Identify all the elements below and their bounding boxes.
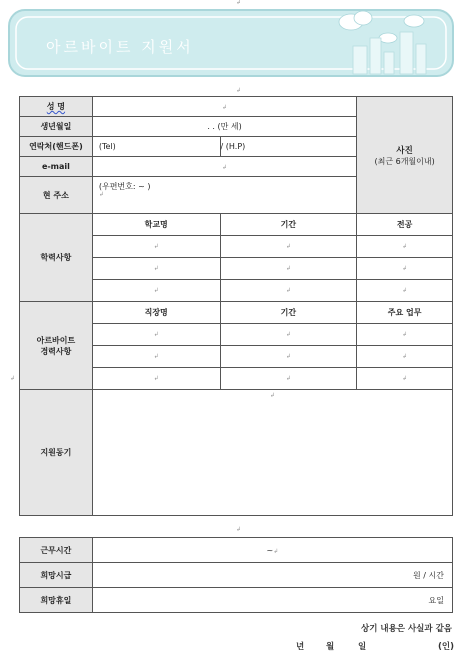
- education-major-cell[interactable]: ↲: [357, 258, 453, 280]
- job-company-cell[interactable]: ↲: [92, 368, 220, 390]
- education-school-cell[interactable]: ↲: [92, 258, 220, 280]
- hourly-wage-field[interactable]: 원 / 시간: [92, 563, 452, 588]
- photo-note: (최근 6개월이내): [374, 156, 435, 166]
- paragraph-mark: ↲: [236, 0, 242, 6]
- work-conditions-table: [19, 537, 453, 613]
- page-title: 아르바이트 지원서: [46, 38, 194, 56]
- education-major-cell[interactable]: ↲: [357, 236, 453, 258]
- birth-field[interactable]: . . (만 세): [92, 117, 356, 137]
- education-major-cell[interactable]: ↲: [357, 280, 453, 302]
- job-header-company: 직장명: [92, 302, 220, 324]
- job-header-duties: 주요 업무: [357, 302, 453, 324]
- name-field[interactable]: ↲: [92, 97, 356, 117]
- education-header-major: 전공: [357, 214, 453, 236]
- paragraph-mark: ↲: [236, 87, 242, 94]
- job-experience-label: 아르바이트 경력사항: [20, 302, 93, 390]
- education-period-cell[interactable]: ↲: [220, 258, 357, 280]
- education-header-school: 학교명: [92, 214, 220, 236]
- job-company-cell[interactable]: ↲: [92, 346, 220, 368]
- job-period-cell[interactable]: ↲: [220, 346, 357, 368]
- day-label: 일: [358, 642, 367, 652]
- hourly-wage-label: 희망시급: [20, 563, 93, 588]
- paragraph-mark: ↲: [236, 526, 242, 533]
- education-school-cell[interactable]: ↲: [92, 236, 220, 258]
- contact-label: 연락처(핸드폰): [20, 137, 93, 157]
- month-label: 월: [326, 642, 335, 652]
- motivation-label: 지원동기: [20, 390, 93, 516]
- job-company-cell[interactable]: ↲: [92, 324, 220, 346]
- email-label: e-mail: [20, 157, 93, 177]
- job-period-cell[interactable]: ↲: [220, 368, 357, 390]
- education-period-cell[interactable]: ↲: [220, 280, 357, 302]
- job-period-cell[interactable]: ↲: [220, 324, 357, 346]
- address-field[interactable]: (우편번호: ~ ) ↲: [92, 177, 356, 214]
- education-period-cell[interactable]: ↲: [220, 236, 357, 258]
- education-label: 학력사항: [20, 214, 93, 302]
- education-header-period: 기간: [220, 214, 357, 236]
- contact-tel-field[interactable]: (Tel): [92, 137, 220, 157]
- holiday-label: 희망휴일: [20, 588, 93, 613]
- postal-code: (우편번호: ~ ): [98, 182, 151, 191]
- paragraph-mark: ↲: [10, 375, 16, 382]
- application-form-table: [19, 96, 453, 516]
- job-duties-cell[interactable]: ↲: [357, 368, 453, 390]
- work-hours-label: 근무시간: [20, 538, 93, 563]
- seal-label: (인): [438, 642, 454, 652]
- education-school-cell[interactable]: ↲: [92, 280, 220, 302]
- contact-hp-field[interactable]: / (H.P): [220, 137, 357, 157]
- job-duties-cell[interactable]: ↲: [357, 346, 453, 368]
- motivation-field[interactable]: ↲: [92, 390, 452, 516]
- name-label: 성 명: [20, 97, 93, 117]
- work-hours-field[interactable]: ~↲: [92, 538, 452, 563]
- address-label: 현 주소: [20, 177, 93, 214]
- birth-label: 생년월일: [20, 117, 93, 137]
- header-banner: [8, 4, 458, 80]
- certification-statement: 상기 내용은 사실과 같음: [361, 624, 452, 634]
- photo-title: 사진: [396, 145, 413, 156]
- email-field[interactable]: ↲: [92, 157, 356, 177]
- photo-box[interactable]: [357, 97, 453, 214]
- job-duties-cell[interactable]: ↲: [357, 324, 453, 346]
- holiday-field[interactable]: 요일: [92, 588, 452, 613]
- job-header-period: 기간: [220, 302, 357, 324]
- year-label: 년: [296, 642, 305, 652]
